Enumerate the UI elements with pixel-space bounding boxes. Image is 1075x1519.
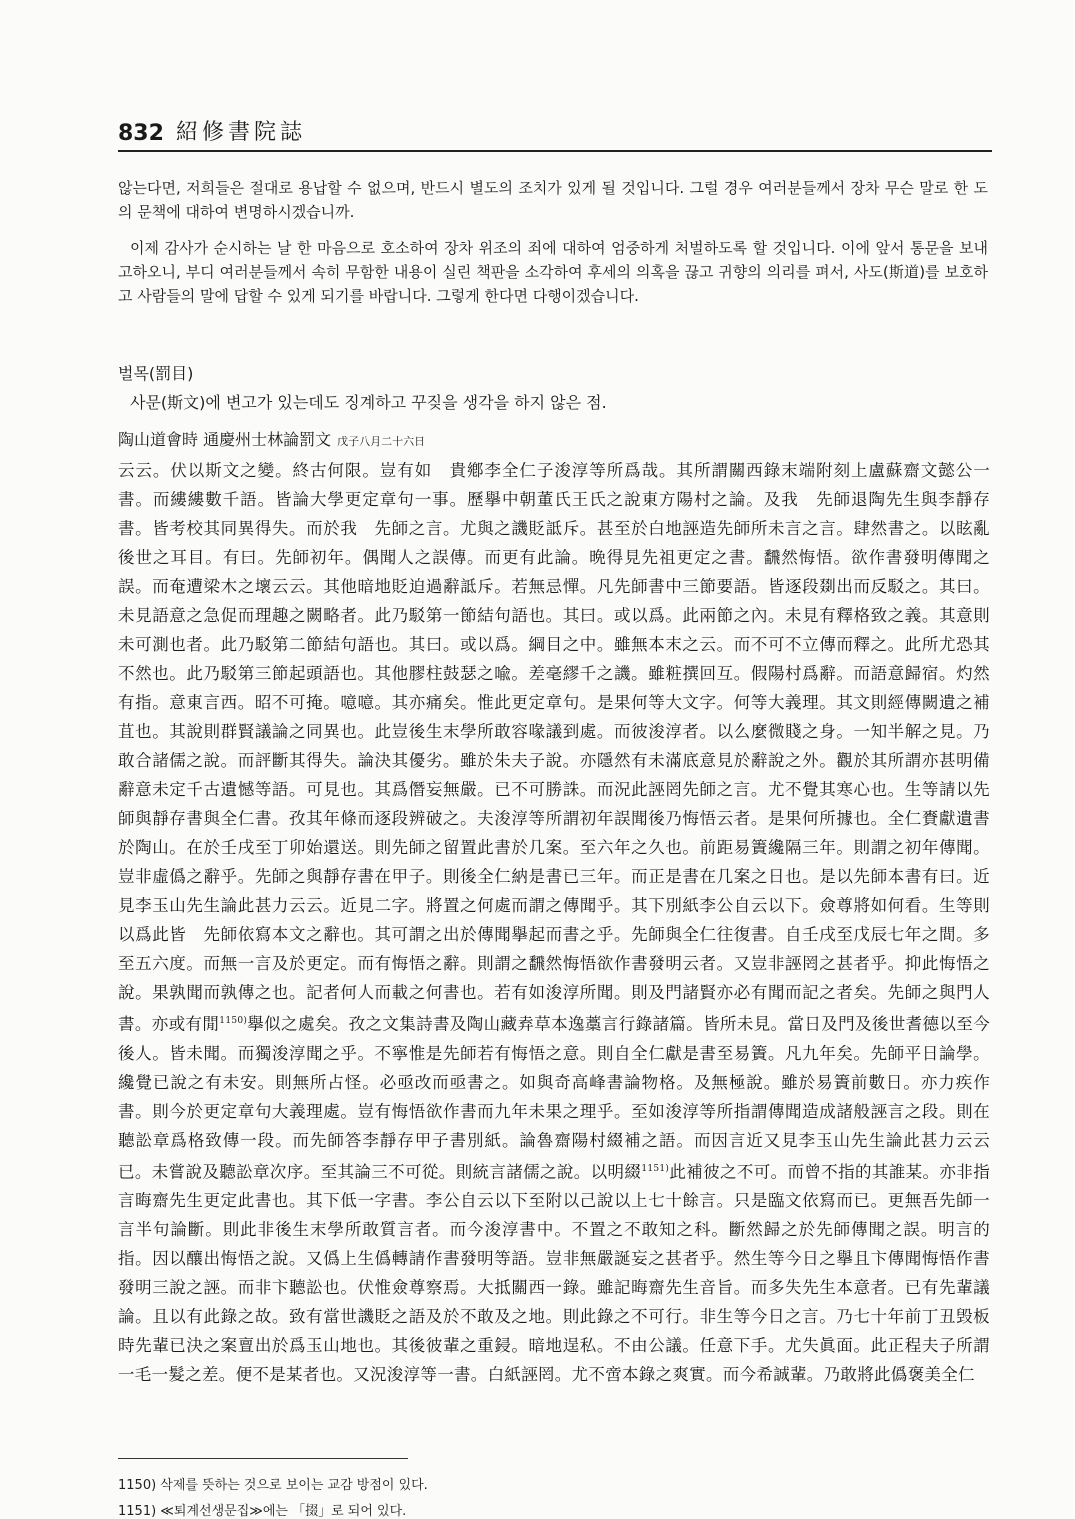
classical-body [118,456,990,1389]
section-heading: 벌목(罰目) [118,364,194,383]
page-header [118,112,992,152]
classical-body-part-1: 云云。伏以斯文之變。終古何限。豈有如 貴鄕李全仁子浚淳等所爲哉。其所謂關西錄末端附刻上盧蘇齋文懿公一書。而縷縷數千語。皆論大學更定章句一事。歷擧中朝董氏王氏之說東方陽村之論。及我 先師退陶先生與李靜存書。皆考校其同異得失。而於我 先師之言。尤與之譏貶詆斥。甚至於白地誣造先師所未言之言。肆然書之。以眩亂後世之耳目。有曰。先師初年。偶聞人之誤傳。而更有此論。晩得見先祖更定之書。飜然悔悟。欲作書發明傳聞之誤。而奄遭梁木之壞云云。其他暗地貶迫過辭詆斥。若無忌憚。凡先師書中三節要語。皆逐段剟出而反駁之。其曰。未見語意之急促而理趣之闕略者。此乃駁第一節結句語也。其曰。或以爲。此兩節之內。未見有釋格致之義。其意則未可測也者。此乃駁第二節結句語也。其曰。或以爲。綱目之中。雖無本末之云。而不可不立傳而釋之。此所尤恐其不然也。此乃駁第三節起頭語也。其他膠柱鼓瑟之喩。差毫繆千之譏。雖粧撰回互。假陽村爲辭。而語意歸宿。灼然有指。意東言西。昭不可掩。噫噫。其亦痛矣。惟此更定章句。是果何等大文字。何等大義理。其文則經傳闕遺之補苴也。其說則群賢議論之同異也。此豈後生末學所敢容喙議到處。而彼浚淳者。以么麼微賤之身。一知半解之見。乃敢合諸儒之說。而評斷其得失。論決其優劣。雖於朱夫子說。亦隱然有未滿底意見於辭說之外。觀於其所謂亦甚明備辭意未定千古遺憾等語。可見也。其爲僭妄無嚴。已不可勝誅。而況此誣罔先師之言。尤不覺其寒心也。生等請以先師與靜存書與全仁書。孜其年條而逐段辨破之。夫浚淳等所謂初年誤聞後乃悔悟云者。是果何所據也。全仁賚獻遺書於陶山。在於壬戌至丁卯始還送。則先師之留置此書於几案。至六年之久也。前距易簀纔隔三年。則謂之初年傳聞。豈非虛僞之辭乎。先師之與靜存書在甲子。則後全仁納是書已三年。而正是書在几案之日也。是以先師本書有曰。近見李玉山先生論此甚力云云。近見二字。將置之何處而謂之傳聞乎。其下別紙李公自云以下。僉尊將如何看。生等則以爲此皆 先師依寫本文之辭也。其可謂之出於傳聞擧起而書之乎。先師與全仁往復書。自壬戌至戊辰七年之間。多至五六度。而無一言及於更定。而有悔悟之辭。則謂之飜然悔悟欲作書發明云者。又豈非誣罔之甚者乎。抑此悔悟之說。果孰聞而孰傳之也。記者何人而載之何書也。若有如浚淳所聞。則及門諸賢亦必有聞而記之者矣。先師之與門人書。亦或有閒 [118,461,990,1034]
classical-date: 戊子八月二十六日 [337,435,426,448]
section-body: 사문(斯文)에 변고가 있는데도 징계하고 꾸짖을 생각을 하지 않은 점. [130,393,607,412]
page-number: 832 [118,121,164,146]
book-title: 紹修書院誌 [175,120,306,145]
korean-paragraph-2: 이제 감사가 순시하는 날 한 마음으로 호소하여 장차 위조의 죄에 대하여 엄중하게 처벌하도록 할 것입니다. 이에 앞서 통문을 보내 고하오니, 부디 여러분들께서 속히 무함한 내용이 실린 책판을 소각하여 후세의 의혹을 끊고 귀향의 의리를 펴서, 사도(斯道)를 보호하고 사람들의 말에 답할 수 있게 되기를 바랍니다. 그렇게 한다면 다행이겠습니다. [118,239,988,305]
footnote-1151: 1151) ≪퇴계선생문집≫에는 「掇」로 되어 있다. [118,1504,407,1519]
classical-body-part-2: 擧似之處矣。孜之文集詩書及陶山藏弆草本逸藁言行錄諸篇。皆所未見。當日及門及後世耆德以至今後人。皆未聞。而獨浚淳聞之乎。不寧惟是先師若有悔悟之意。則自全仁獻是書至易簀。凡九年矣。先師平日論學。纔覺已說之有未安。則無所占怪。必亟改而亟書之。如與奇高峰書論物格。及無極說。雖於易簀前數日。亦力疾作書。則今於更定章句大義理處。豈有悔悟欲作書而九年未果之理乎。至如浚淳等所指謂傳聞造成諸般誣言之段。則在聽訟章爲格致傳一段。而先師答李靜存甲子書別紙。論魯齋陽村綴補之語。而因言近又見李玉山先生論此甚力云云已。未嘗說及聽訟章次序。至其論三不可從。則統言諸儒之說。以明綴 [118,1014,990,1181]
footnote-divider [118,1458,408,1459]
classical-text-block [118,426,990,1389]
footnote-marker-1151[interactable]: 1151) [641,1163,670,1174]
classical-body-part-3: 此補彼之不可。而曾不指的其誰某。亦非指言晦齋先生更定此書也。其下低一字書。李公自云以下至附以己說以上七十餘言。只是臨文依寫而已。更無吾先師一言半句論斷。則此非後生末學所敢質言者。而今浚淳書中。不置之不敢知之科。斷然歸之於先師傳聞之誤。明言的指。因以釀出悔悟之說。又僞上生僞轉請作書發明等語。豈非無嚴誕妄之甚者乎。然生等今日之擧且卞傳聞悔悟作書發明三說之誣。而非卞聽訟也。伏惟僉尊察焉。大抵關西一錄。雖記晦齋先生音旨。而多失先生本意者。已有先輩議論。且以有此錄之故。致有當世譏貶之語及於不敢及之地。則此錄之不可行。非生等今日之言。乃七十年前丁丑毁板時先輩已決之案亶出於爲玉山地也。其後彼輩之重鋟。暗地逞私。不由公議。任意下手。尤失眞面。此正程夫子所謂一毛一髮之差。便不是某者也。又況浚淳等一書。白紙誣罔。尤不啻本錄之爽實。而今希誠輩。乃敢將此僞褒美全仁 [118,1162,990,1384]
classical-title: 陶山道會時 通慶州士林論罰文 [118,430,332,449]
footnote-1150: 1150) 삭제를 뜻하는 것으로 보이는 교감 방점이 있다. [118,1478,428,1493]
korean-paragraph-1: 않는다면, 저희들은 절대로 용납할 수 없으며, 반드시 별도의 조치가 있게 될 것입니다. 그럴 경우 여러분들께서 장차 무슨 말로 한 도의 문책에 대하여 변명하시겠습니까. [118,179,988,221]
classical-title-line [118,426,990,456]
footnote-marker-1150[interactable]: 1150) [219,1016,248,1026]
